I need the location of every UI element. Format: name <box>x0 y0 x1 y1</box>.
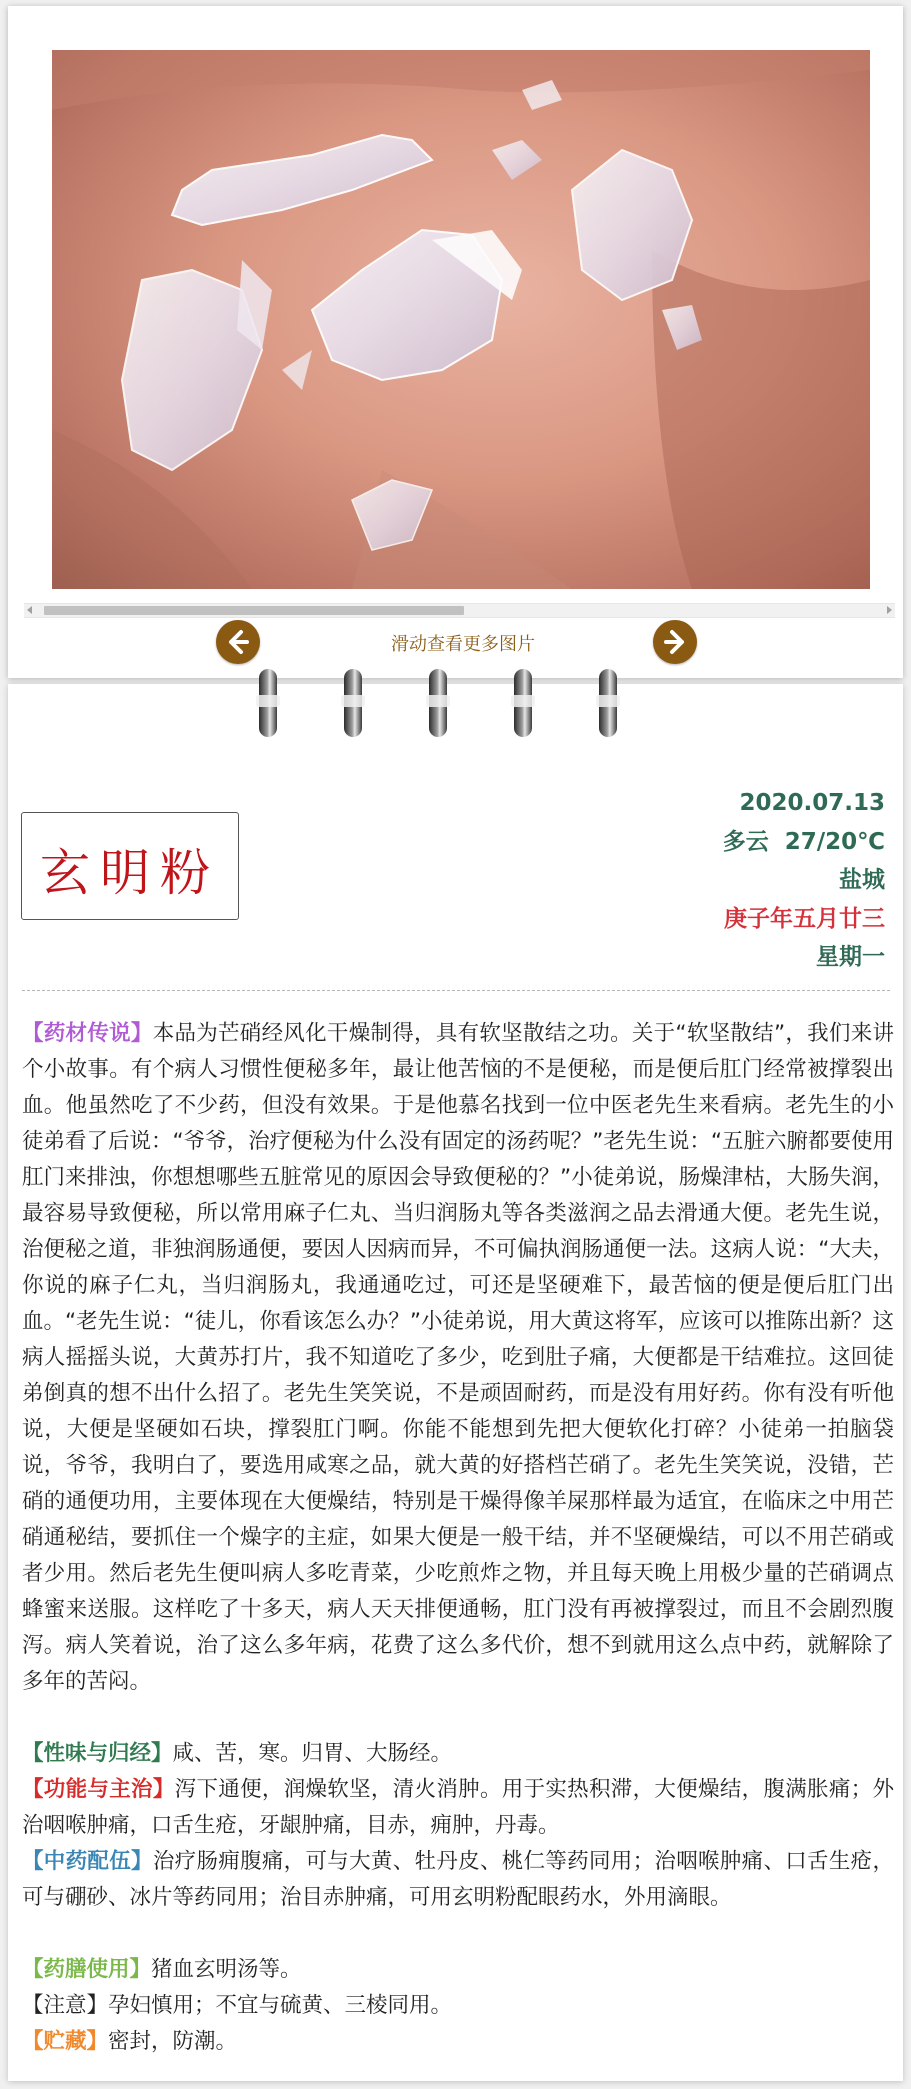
herb-seal <box>21 812 239 920</box>
function-text: 泻下通便，润燥软坚，清火消肿。用于实热积滞，大便燥结，腹满胀痛；外治咽喉肿痛，口舌生疮，牙龈肿痛，目赤，痈肿，丹毒。 <box>22 1777 894 1838</box>
nature-paragraph <box>22 1736 894 1772</box>
binder-ring-icon <box>593 665 623 741</box>
crystal-photo[interactable] <box>52 50 870 589</box>
next-image-button[interactable] <box>653 620 697 664</box>
storage-tag: 【贮藏】 <box>22 2029 109 2054</box>
lunar-date: 庚子年五月廿三 <box>724 905 885 932</box>
compat-tag: 【中药配伍】 <box>22 1849 153 1874</box>
legend-tag: 【药材传说】 <box>22 1021 153 1046</box>
caution-text: 孕妇慎用；不宜与硫黄、三棱同用。 <box>108 1993 453 2018</box>
compat-text: 治疗肠痈腹痛，可与大黄、牡丹皮、桃仁等药同用；治咽喉肿痛、口舌生疮，可与硼砂、冰片等药同用；治目赤肿痛，可用玄明粉配眼药水，外用滴眼。 <box>22 1849 894 1910</box>
binder-ring-icon <box>253 665 283 741</box>
crystal-illustration <box>52 50 870 589</box>
nature-text: 咸、苦，寒。归胃、大肠经。 <box>172 1741 453 1766</box>
weekday: 星期一 <box>816 944 885 970</box>
image-gallery-card <box>8 6 903 678</box>
arrow-left-icon <box>216 620 260 664</box>
gallery-nav <box>8 620 903 668</box>
weather: 多云 27/20℃ <box>722 828 885 855</box>
function-paragraph <box>22 1772 894 1844</box>
gallery-scrollbar[interactable] <box>24 603 895 618</box>
city: 盐城 <box>839 867 885 893</box>
spacer <box>22 1700 894 1736</box>
nature-tag: 【性味与归经】 <box>22 1741 173 1766</box>
scroll-right-icon[interactable] <box>887 606 892 614</box>
article-body <box>22 1016 894 2060</box>
binder-ring-icon <box>508 665 538 741</box>
spacer <box>22 1916 894 1952</box>
divider <box>22 990 890 991</box>
diet-text: 猪血玄明汤等。 <box>151 1957 302 1982</box>
compat-paragraph <box>22 1844 894 1916</box>
scroll-thumb[interactable] <box>44 606 464 615</box>
swipe-hint: 滑动查看更多图片 <box>391 634 535 655</box>
arrow-right-icon <box>653 620 697 664</box>
diet-paragraph <box>22 1952 894 1988</box>
binder-rings <box>0 665 911 745</box>
binder-ring-icon <box>423 665 453 741</box>
storage-text: 密封，防潮。 <box>108 2029 238 2054</box>
content-card <box>8 684 903 2081</box>
seal-text: 玄明粉 <box>40 844 220 902</box>
caution-paragraph <box>22 1988 894 2024</box>
scroll-left-icon[interactable] <box>27 606 32 614</box>
diet-tag: 【药膳使用】 <box>22 1957 152 1982</box>
storage-paragraph <box>22 2024 894 2060</box>
function-tag: 【功能与主治】 <box>22 1777 175 1802</box>
prev-image-button[interactable] <box>216 620 260 664</box>
binder-ring-icon <box>338 665 368 741</box>
date-weather-block <box>723 784 885 977</box>
legend-text: 本品为芒硝经风化干燥制得，具有软坚散结之功。关于“软坚散结”，我们来讲个小故事。有个病人习惯性便秘多年，最让他苦恼的不是便秘，而是便后肛门经常被撑裂出血。他虽然吃了不少药，但没有效果。于是他慕名找到一位中医老先生来看病。老先生的小徒弟看了后说：“爷爷，治疗便秘为什么没有固定的汤药呢？”老先生说：“五脏六腑都要使用肛门来排浊，你想想哪些五脏常见的原因会导致便秘的？”小徒弟说，肠燥津枯，大肠失润，最容易导致便秘，所以常用麻子仁丸、当归润肠丸等各类滋润之品去滑通大便。老先生说，治便秘之道，非独润肠通便，要因人因病而异，不可偏执润肠通便一法。这病人说：“大夫，你说的麻子仁丸，当归润肠丸，我通通吃过，可还是坚硬难下，最苦恼的便是便后肛门出血。“老先生说：“徒儿，你看该怎么办？”小徒弟说，用大黄这将军，应该可以推陈出新？这病人摇摇头说，大黄苏打片，我不知道吃了多少，吃到肚子痛，大便都是干结难拉。这回徒弟倒真的想不出什么招了。老先生笑笑说，不是顽固耐药，而是没有用好药。你有没有听他说，大便是坚硬如石块，撑裂肛门啊。你能不能想到先把大便软化打碎？小徒弟一拍脑袋说，爷爷，我明白了，要选用咸寒之品，就大黄的好搭档芒硝了。老先生笑笑说，没错，芒硝的通便功用，主要体现在大便燥结，特别是干燥得像羊屎那样最为适宜，在临床之中用芒硝通秘结，要抓住一个燥字的主症，如果大便是一般干结，并不坚硬燥结，可以不用芒硝或者少用。然后老先生便叫病人多吃青菜，少吃煎炸之物，并且每天晚上用极少量的芒硝调点蜂蜜来送服。这样吃了十多天，病人天天排便通畅，肛门没有再被撑裂过，而且不会剧烈腹泻。病人笑着说，治了这么多年病，花费了这么多代价，想不到就用这么点中药，就解除了多年的苦闷。 <box>22 1021 894 1694</box>
date: 2020.07.13 <box>739 790 885 816</box>
legend-paragraph <box>22 1016 894 1700</box>
caution-tag: 【注意】 <box>22 1993 109 2018</box>
